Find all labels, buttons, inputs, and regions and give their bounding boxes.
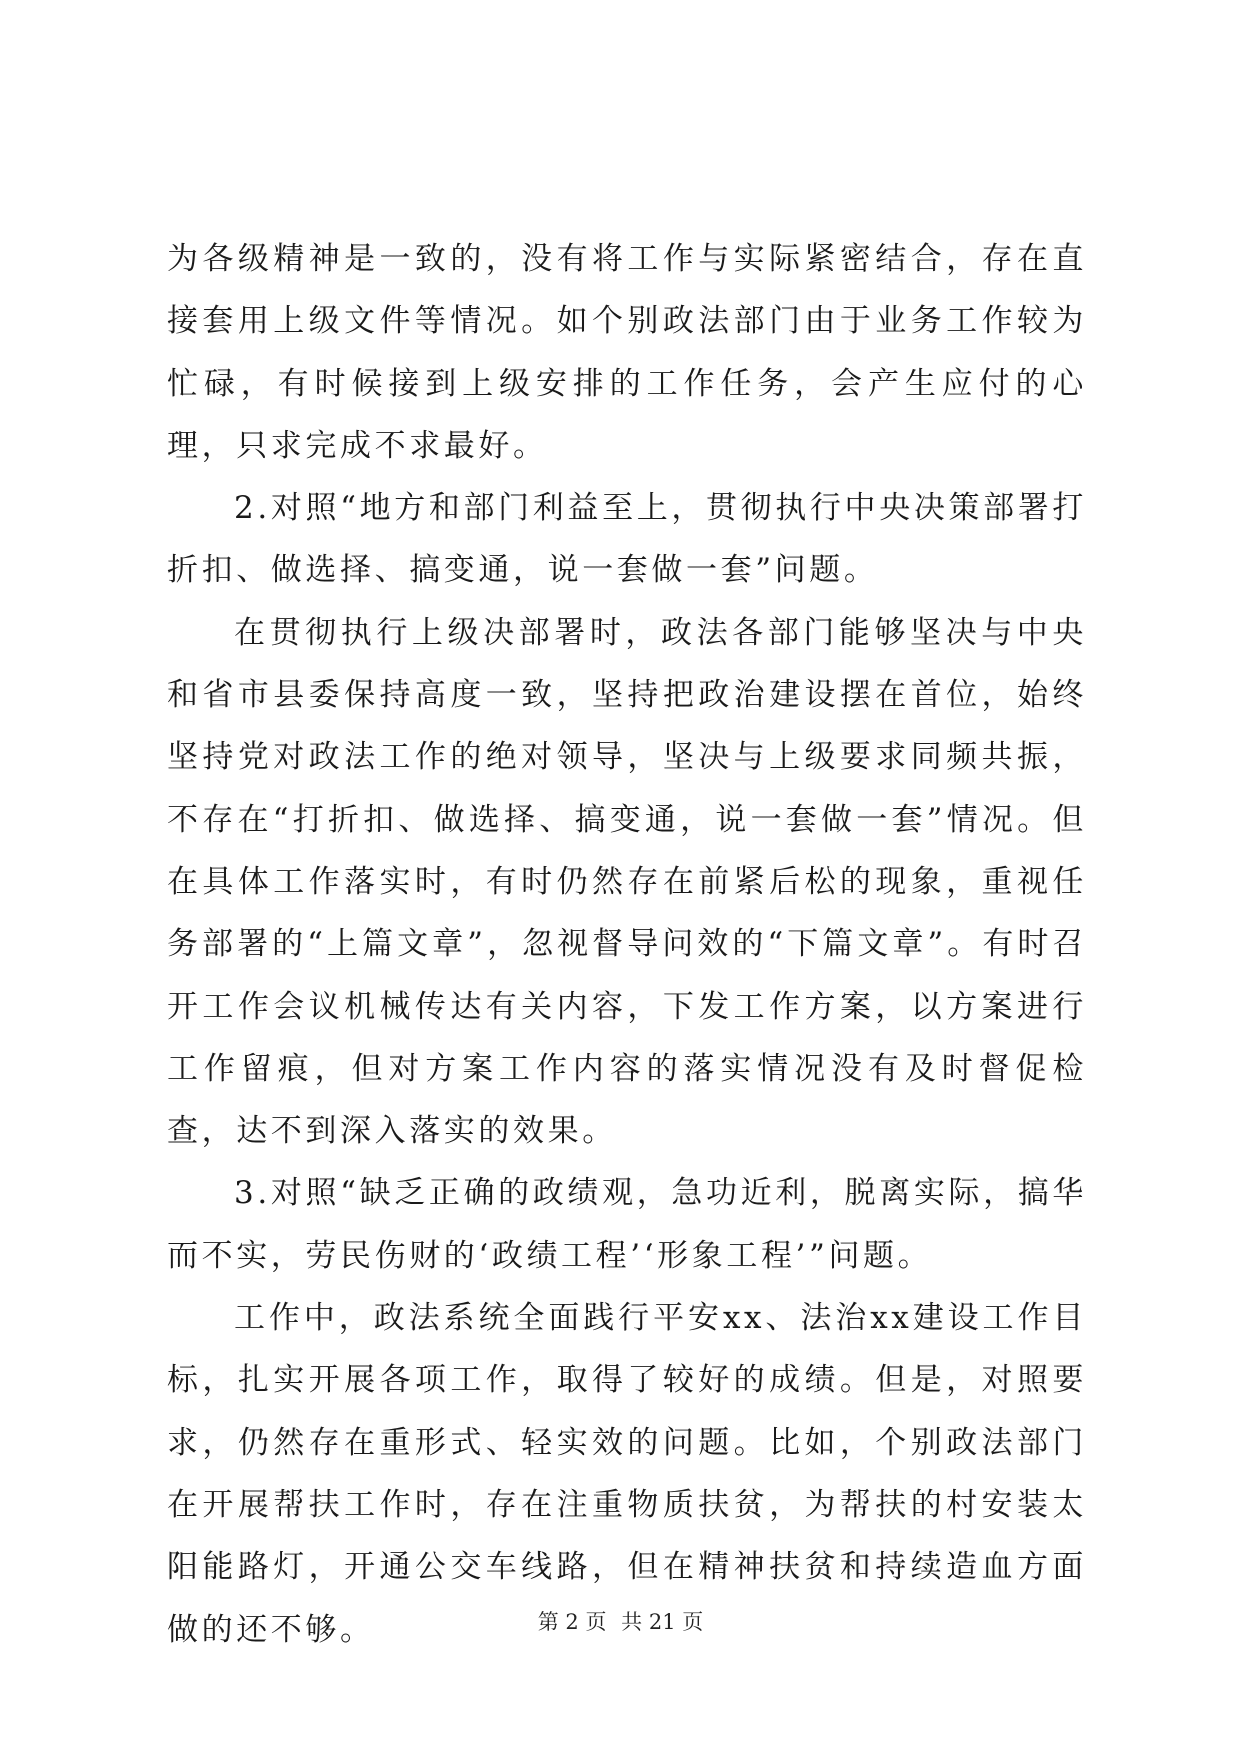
paragraph-item-2-heading: 2.对照“地方和部门利益至上，贯彻执行中央决策部署打折扣、做选择、搞变通，说一套做一套”问题。: [167, 490, 1087, 589]
paragraph-continuation: 为各级精神是一致的，没有将工作与实际紧密结合，存在直接套用上级文件等情况。如个别政法部门由于业务工作较为忙碌，有时候接到上级安排的工作任务，会产生应付的心理，只求完成不求最好。: [167, 241, 1087, 464]
paragraph-item-2-body: 在贯彻执行上级决部署时，政法各部门能够坚决与中央和省市县委保持高度一致，坚持把政治建设摆在首位，始终坚持党对政法工作的绝对领导，坚决与上级要求同频共振，不存在“打折扣、做选择、搞变通，说一套做一套”情况。但在具体工作落实时，有时仍然存在前紧后松的现象，重视任务部署的“上篇文章”，忽视督导问效的“下篇文章”。有时召开工作会议机械传达有关内容，下发工作方案，以方案进行工作留痕，但对方案工作内容的落实情况没有及时督促检查，达不到深入落实的效果。: [167, 614, 1087, 1150]
page-number: 第 2 页: [537, 1610, 607, 1634]
paragraph-item-3-body: 工作中，政法系统全面践行平安xx、法治xx建设工作目标，扎实开展各项工作，取得了较好的成绩。但是，对照要求，仍然存在重形式、轻实效的问题。比如，个别政法部门在开展帮扶工作时，存在注重物质扶贫，为帮扶的村安装太阳能路灯，开通公交车线路，但在精神扶贫和持续造血方面做的还不够。: [167, 1300, 1087, 1648]
document-body: [167, 228, 1087, 1661]
page-total: 共 21 页: [621, 1610, 704, 1634]
page-footer: [0, 1607, 1241, 1637]
paragraph-item-3-heading: 3.对照“缺乏正确的政绩观，急功近利，脱离实际，搞华而不实，劳民伤财的‘政绩工程’‘形象工程’”问题。: [167, 1175, 1087, 1274]
